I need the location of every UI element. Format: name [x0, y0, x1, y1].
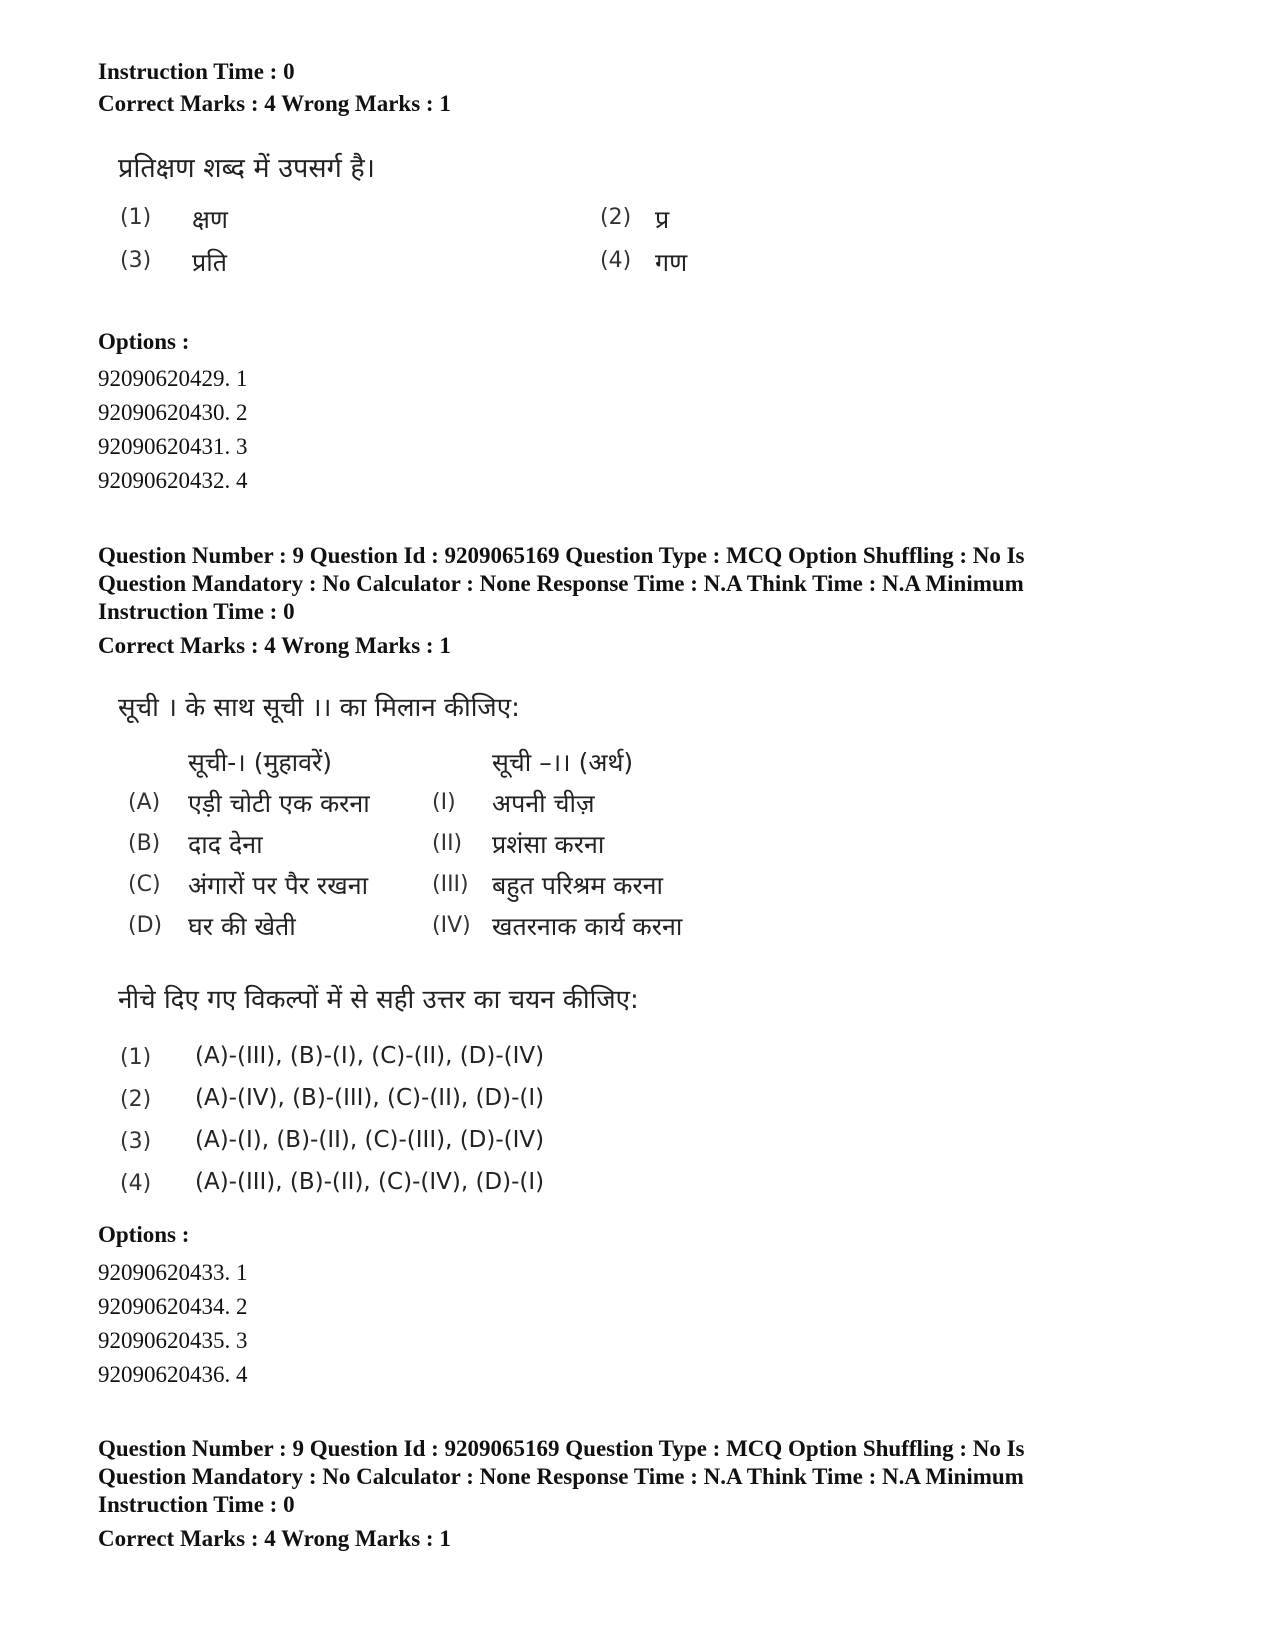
list2-item: बहुत परिश्रम करना — [492, 871, 664, 900]
list2-header: सूची –।। (अर्थ) — [492, 748, 634, 777]
meta-line: Correct Marks : 4 Wrong Marks : 1 — [98, 91, 451, 116]
row-label: (C) — [128, 872, 161, 897]
meta-line: Question Number : 9 Question Id : 9209065169 Question Type : MCQ Option Shuffling : No Is — [98, 1436, 1025, 1461]
meta-line: Instruction Time : 0 — [98, 599, 295, 624]
option-item: 92090620435. 3 — [98, 1328, 248, 1353]
choice-number: (4) — [120, 1171, 152, 1196]
meta-line: Question Number : 9 Question Id : 9209065169 Question Type : MCQ Option Shuffling : No Is — [98, 543, 1025, 568]
choice-number: (2) — [120, 1087, 152, 1112]
question-meta — [98, 542, 1178, 660]
choice-text: क्षण — [192, 205, 229, 234]
list1-item: दाद देना — [188, 830, 263, 859]
list1-item: एड़ी चोटी एक करना — [188, 789, 370, 818]
choice-text: (A)-(I), (B)-(II), (C)-(III), (D)-(IV) — [195, 1127, 545, 1153]
option-item: 92090620430. 2 — [98, 400, 248, 425]
option-item: 92090620429. 1 — [98, 366, 248, 391]
meta-line: Correct Marks : 4 Wrong Marks : 1 — [98, 1526, 451, 1551]
option-item: 92090620431. 3 — [98, 434, 248, 459]
meta-line: Question Mandatory : No Calculator : None Response Time : N.A Think Time : N.A Minimum — [98, 571, 1024, 596]
list2-item: अपनी चीज़ — [492, 789, 595, 818]
option-item: 92090620434. 2 — [98, 1294, 248, 1319]
choice-text: प्रति — [192, 248, 227, 277]
list2-item: खतरनाक कार्य करना — [492, 912, 683, 941]
meta-line: Question Mandatory : No Calculator : None Response Time : N.A Think Time : N.A Minimum — [98, 1464, 1024, 1489]
choice-number: (1) — [120, 1045, 152, 1070]
choice-number: (3) — [120, 1129, 152, 1154]
choice-text: (A)-(III), (B)-(II), (C)-(IV), (D)-(I) — [195, 1169, 545, 1195]
row-label: (III) — [432, 872, 469, 897]
row-label: (D) — [128, 913, 163, 938]
options-list — [98, 362, 248, 498]
choice-number: (2) — [600, 205, 632, 230]
choice-number: (3) — [120, 248, 152, 273]
meta-line: Correct Marks : 4 Wrong Marks : 1 — [98, 633, 451, 658]
option-item: 92090620432. 4 — [98, 468, 248, 493]
question-meta-top — [98, 56, 1178, 120]
list1-header: सूची-। (मुहावरें) — [188, 748, 333, 777]
choice-text: (A)-(IV), (B)-(III), (C)-(II), (D)-(I) — [195, 1085, 545, 1111]
options-heading: Options : — [98, 329, 190, 354]
row-label: (II) — [432, 831, 463, 856]
meta-line: Instruction Time : 0 — [98, 59, 295, 84]
row-label: (B) — [128, 831, 161, 856]
choice-text: प्र — [655, 205, 670, 234]
list1-item: अंगारों पर पैर रखना — [188, 871, 369, 900]
list1-item: घर की खेती — [188, 912, 296, 941]
choice-text: गण — [655, 248, 688, 277]
option-item: 92090620433. 1 — [98, 1260, 248, 1285]
row-label: (I) — [432, 790, 456, 815]
row-label: (A) — [128, 790, 161, 815]
question-stem: प्रतिक्षण शब्द में उपसर्ग है। — [118, 153, 375, 184]
options-heading: Options : — [98, 1222, 190, 1247]
options-list — [98, 1256, 248, 1392]
choice-number: (4) — [600, 248, 632, 273]
meta-line: Instruction Time : 0 — [98, 1492, 295, 1517]
list2-item: प्रशंसा करना — [492, 830, 605, 859]
question-meta — [98, 1435, 1178, 1553]
answer-instruction: नीचे दिए गए विकल्पों में से सही उत्तर का चयन कीजिए: — [118, 985, 639, 1015]
choice-text: (A)-(III), (B)-(I), (C)-(II), (D)-(IV) — [195, 1043, 545, 1069]
choice-number: (1) — [120, 205, 152, 230]
row-label: (IV) — [432, 913, 471, 938]
option-item: 92090620436. 4 — [98, 1362, 248, 1387]
question-stem: सूची । के साथ सूची ।। का मिलान कीजिए: — [118, 693, 520, 723]
